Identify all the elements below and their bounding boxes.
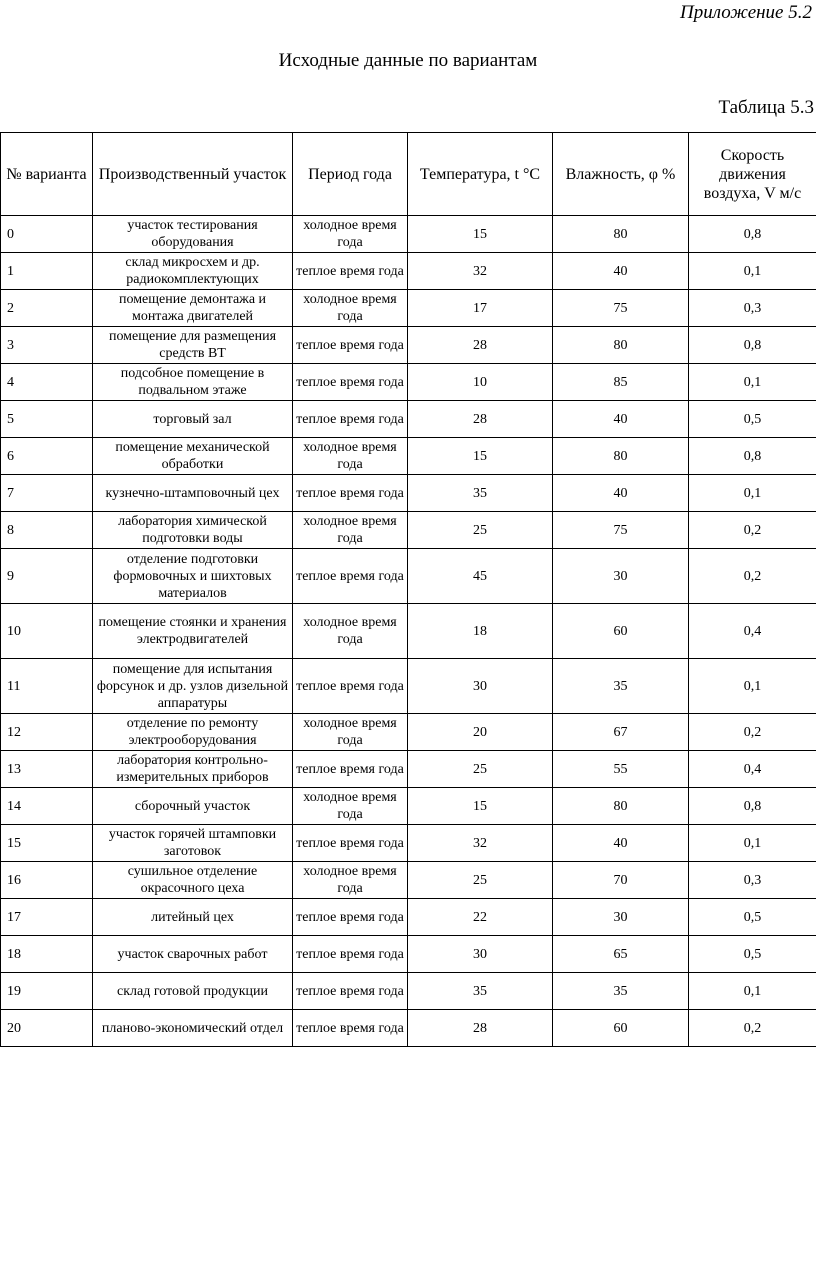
humidity-cell: 40	[553, 253, 689, 290]
air-speed-cell: 0,4	[689, 751, 816, 788]
temperature-cell: 32	[408, 825, 553, 862]
temperature-cell: 22	[408, 899, 553, 936]
table-row	[1, 751, 816, 788]
variant-cell: 15	[1, 825, 93, 862]
table-row	[1, 659, 816, 714]
table-row	[1, 862, 816, 899]
column-header-humidity: Влажность, φ %	[553, 133, 689, 216]
air-speed-cell: 0,8	[689, 438, 816, 475]
variant-cell: 12	[1, 714, 93, 751]
variant-cell: 16	[1, 862, 93, 899]
column-header-workshop: Производственный участок	[93, 133, 293, 216]
appendix-label: Приложение 5.2	[680, 2, 812, 23]
table-row	[1, 401, 816, 438]
period-cell: холодное время года	[293, 512, 408, 549]
variant-cell: 10	[1, 604, 93, 659]
table-body	[1, 216, 816, 1047]
temperature-cell: 45	[408, 549, 553, 604]
period-cell: теплое время года	[293, 1010, 408, 1047]
period-cell: холодное время года	[293, 862, 408, 899]
period-cell: холодное время года	[293, 290, 408, 327]
air-speed-cell: 0,1	[689, 825, 816, 862]
column-header-temperature: Температура, t °С	[408, 133, 553, 216]
table-header-row	[1, 133, 816, 216]
humidity-cell: 75	[553, 290, 689, 327]
period-cell: теплое время года	[293, 899, 408, 936]
humidity-cell: 60	[553, 1010, 689, 1047]
workshop-cell: склад микросхем и др. радиокомплектующих	[93, 253, 293, 290]
humidity-cell: 60	[553, 604, 689, 659]
temperature-cell: 15	[408, 788, 553, 825]
table-row	[1, 438, 816, 475]
workshop-cell: помещение демонтажа и монтажа двигателей	[93, 290, 293, 327]
temperature-cell: 35	[408, 475, 553, 512]
humidity-cell: 55	[553, 751, 689, 788]
table-row	[1, 825, 816, 862]
table-row	[1, 290, 816, 327]
variant-cell: 11	[1, 659, 93, 714]
variant-cell: 3	[1, 327, 93, 364]
humidity-cell: 30	[553, 899, 689, 936]
air-speed-cell: 0,2	[689, 714, 816, 751]
column-header-air-speed: Скорость движения воздуха, V м/с	[689, 133, 816, 216]
humidity-cell: 80	[553, 438, 689, 475]
humidity-cell: 80	[553, 327, 689, 364]
air-speed-cell: 0,5	[689, 899, 816, 936]
variant-cell: 8	[1, 512, 93, 549]
variant-cell: 19	[1, 973, 93, 1010]
humidity-cell: 35	[553, 659, 689, 714]
variant-cell: 14	[1, 788, 93, 825]
variant-cell: 7	[1, 475, 93, 512]
air-speed-cell: 0,8	[689, 327, 816, 364]
humidity-cell: 67	[553, 714, 689, 751]
table-row	[1, 549, 816, 604]
temperature-cell: 28	[408, 1010, 553, 1047]
temperature-cell: 25	[408, 512, 553, 549]
air-speed-cell: 0,1	[689, 475, 816, 512]
temperature-cell: 15	[408, 216, 553, 253]
air-speed-cell: 0,5	[689, 936, 816, 973]
period-cell: теплое время года	[293, 475, 408, 512]
air-speed-cell: 0,8	[689, 216, 816, 253]
table-row	[1, 364, 816, 401]
variant-cell: 9	[1, 549, 93, 604]
table-row	[1, 1010, 816, 1047]
table-row	[1, 216, 816, 253]
humidity-cell: 40	[553, 825, 689, 862]
temperature-cell: 35	[408, 973, 553, 1010]
variant-cell: 17	[1, 899, 93, 936]
temperature-cell: 28	[408, 327, 553, 364]
table-row	[1, 253, 816, 290]
period-cell: теплое время года	[293, 401, 408, 438]
table-row	[1, 604, 816, 659]
workshop-cell: отделение по ремонту электрооборудования	[93, 714, 293, 751]
workshop-cell: лаборатория химической подготовки воды	[93, 512, 293, 549]
air-speed-cell: 0,4	[689, 604, 816, 659]
variant-cell: 18	[1, 936, 93, 973]
period-cell: холодное время года	[293, 788, 408, 825]
workshop-cell: литейный цех	[93, 899, 293, 936]
temperature-cell: 25	[408, 862, 553, 899]
humidity-cell: 35	[553, 973, 689, 1010]
temperature-cell: 20	[408, 714, 553, 751]
table-row	[1, 973, 816, 1010]
variant-cell: 13	[1, 751, 93, 788]
workshop-cell: помещение механической обработки	[93, 438, 293, 475]
workshop-cell: подсобное помещение в подвальном этаже	[93, 364, 293, 401]
air-speed-cell: 0,3	[689, 862, 816, 899]
workshop-cell: помещение для размещения средств ВТ	[93, 327, 293, 364]
temperature-cell: 10	[408, 364, 553, 401]
temperature-cell: 30	[408, 936, 553, 973]
table-row	[1, 936, 816, 973]
workshop-cell: склад готовой продукции	[93, 973, 293, 1010]
workshop-cell: сборочный участок	[93, 788, 293, 825]
workshop-cell: отделение подготовки формовочных и шихтовых материалов	[93, 549, 293, 604]
temperature-cell: 32	[408, 253, 553, 290]
table-caption: Таблица 5.3	[718, 97, 814, 118]
workshop-cell: участок сварочных работ	[93, 936, 293, 973]
period-cell: теплое время года	[293, 936, 408, 973]
period-cell: теплое время года	[293, 659, 408, 714]
air-speed-cell: 0,1	[689, 253, 816, 290]
workshop-cell: торговый зал	[93, 401, 293, 438]
air-speed-cell: 0,5	[689, 401, 816, 438]
air-speed-cell: 0,1	[689, 364, 816, 401]
variant-cell: 1	[1, 253, 93, 290]
workshop-cell: помещение для испытания форсунок и др. узлов дизельной аппаратуры	[93, 659, 293, 714]
period-cell: теплое время года	[293, 253, 408, 290]
humidity-cell: 40	[553, 401, 689, 438]
table-row	[1, 788, 816, 825]
air-speed-cell: 0,1	[689, 973, 816, 1010]
variant-cell: 0	[1, 216, 93, 253]
variant-cell: 6	[1, 438, 93, 475]
air-speed-cell: 0,1	[689, 659, 816, 714]
table-row	[1, 899, 816, 936]
period-cell: теплое время года	[293, 327, 408, 364]
air-speed-cell: 0,3	[689, 290, 816, 327]
humidity-cell: 40	[553, 475, 689, 512]
temperature-cell: 18	[408, 604, 553, 659]
variants-table	[0, 132, 816, 1047]
temperature-cell: 15	[408, 438, 553, 475]
humidity-cell: 85	[553, 364, 689, 401]
table-row	[1, 512, 816, 549]
humidity-cell: 30	[553, 549, 689, 604]
period-cell: холодное время года	[293, 714, 408, 751]
humidity-cell: 70	[553, 862, 689, 899]
workshop-cell: кузнечно-штамповочный цех	[93, 475, 293, 512]
variant-cell: 20	[1, 1010, 93, 1047]
document-title: Исходные данные по вариантам	[278, 50, 538, 71]
workshop-cell: сушильное отделение окрасочного цеха	[93, 862, 293, 899]
air-speed-cell: 0,8	[689, 788, 816, 825]
workshop-cell: лаборатория контрольно-измерительных приборов	[93, 751, 293, 788]
temperature-cell: 30	[408, 659, 553, 714]
period-cell: холодное время года	[293, 604, 408, 659]
air-speed-cell: 0,2	[689, 1010, 816, 1047]
workshop-cell: планово-экономический отдел	[93, 1010, 293, 1047]
humidity-cell: 65	[553, 936, 689, 973]
column-header-period: Период года	[293, 133, 408, 216]
humidity-cell: 75	[553, 512, 689, 549]
air-speed-cell: 0,2	[689, 549, 816, 604]
table-row	[1, 714, 816, 751]
period-cell: холодное время года	[293, 438, 408, 475]
temperature-cell: 17	[408, 290, 553, 327]
table-row	[1, 475, 816, 512]
variant-cell: 2	[1, 290, 93, 327]
period-cell: теплое время года	[293, 973, 408, 1010]
period-cell: теплое время года	[293, 364, 408, 401]
column-header-variant: № варианта	[1, 133, 93, 216]
workshop-cell: участок тестирования оборудования	[93, 216, 293, 253]
workshop-cell: участок горячей штамповки заготовок	[93, 825, 293, 862]
period-cell: теплое время года	[293, 549, 408, 604]
temperature-cell: 28	[408, 401, 553, 438]
workshop-cell: помещение стоянки и хранения электродвигателей	[93, 604, 293, 659]
variant-cell: 5	[1, 401, 93, 438]
period-cell: холодное время года	[293, 216, 408, 253]
temperature-cell: 25	[408, 751, 553, 788]
air-speed-cell: 0,2	[689, 512, 816, 549]
period-cell: теплое время года	[293, 825, 408, 862]
table-row	[1, 327, 816, 364]
humidity-cell: 80	[553, 788, 689, 825]
variant-cell: 4	[1, 364, 93, 401]
humidity-cell: 80	[553, 216, 689, 253]
period-cell: теплое время года	[293, 751, 408, 788]
